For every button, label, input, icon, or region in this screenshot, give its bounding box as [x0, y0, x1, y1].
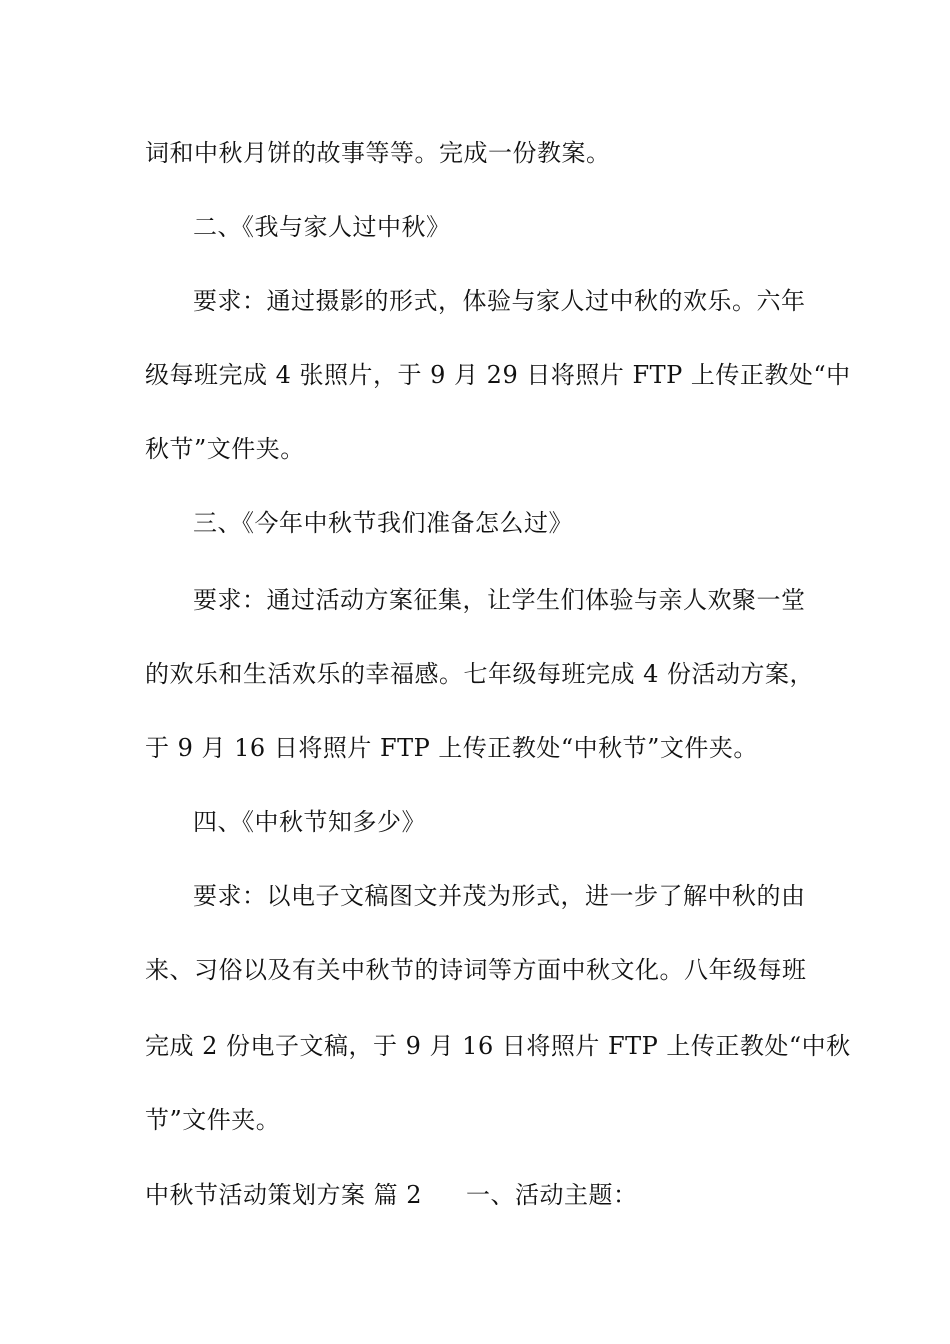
- paragraph-line: 的欢乐和生活欢乐的幸福感。七年级每班完成 4 份活动方案，: [145, 660, 815, 688]
- section-heading-1: 一、活动主题：: [466, 1181, 638, 1209]
- paragraph-line: 词和中秋月饼的故事等等。完成一份教案。: [145, 139, 611, 167]
- document-title-line: [145, 1180, 638, 1210]
- document-title: 中秋节活动策划方案 篇 2: [145, 1181, 423, 1209]
- paragraph-line: 要求：通过摄影的形式，体验与家人过中秋的欢乐。六年: [193, 287, 806, 315]
- section-heading-4: 四、《中秋节知多少》: [193, 808, 426, 836]
- paragraph-line: 于 9 月 16 日将照片 FTP 上传正教处“中秋节”文件夹。: [145, 734, 758, 762]
- paragraph-line: 秋节”文件夹。: [145, 435, 305, 463]
- paragraph-line: 要求：通过活动方案征集，让学生们体验与亲人欢聚一堂: [193, 586, 806, 614]
- paragraph-line: 级每班完成 4 张照片，于 9 月 29 日将照片 FTP 上传正教处“中: [145, 361, 851, 389]
- paragraph-line: 要求：以电子文稿图文并茂为形式，进一步了解中秋的由: [193, 882, 806, 910]
- section-heading-2: 二、《我与家人过中秋》: [193, 213, 451, 241]
- section-heading-3: 三、《今年中秋节我们准备怎么过》: [193, 509, 573, 537]
- paragraph-line: 来、习俗以及有关中秋节的诗词等方面中秋文化。八年级每班: [145, 956, 807, 984]
- paragraph-line: 节”文件夹。: [145, 1106, 281, 1134]
- paragraph-line: 完成 2 份电子文稿，于 9 月 16 日将照片 FTP 上传正教处“中秋: [145, 1032, 851, 1060]
